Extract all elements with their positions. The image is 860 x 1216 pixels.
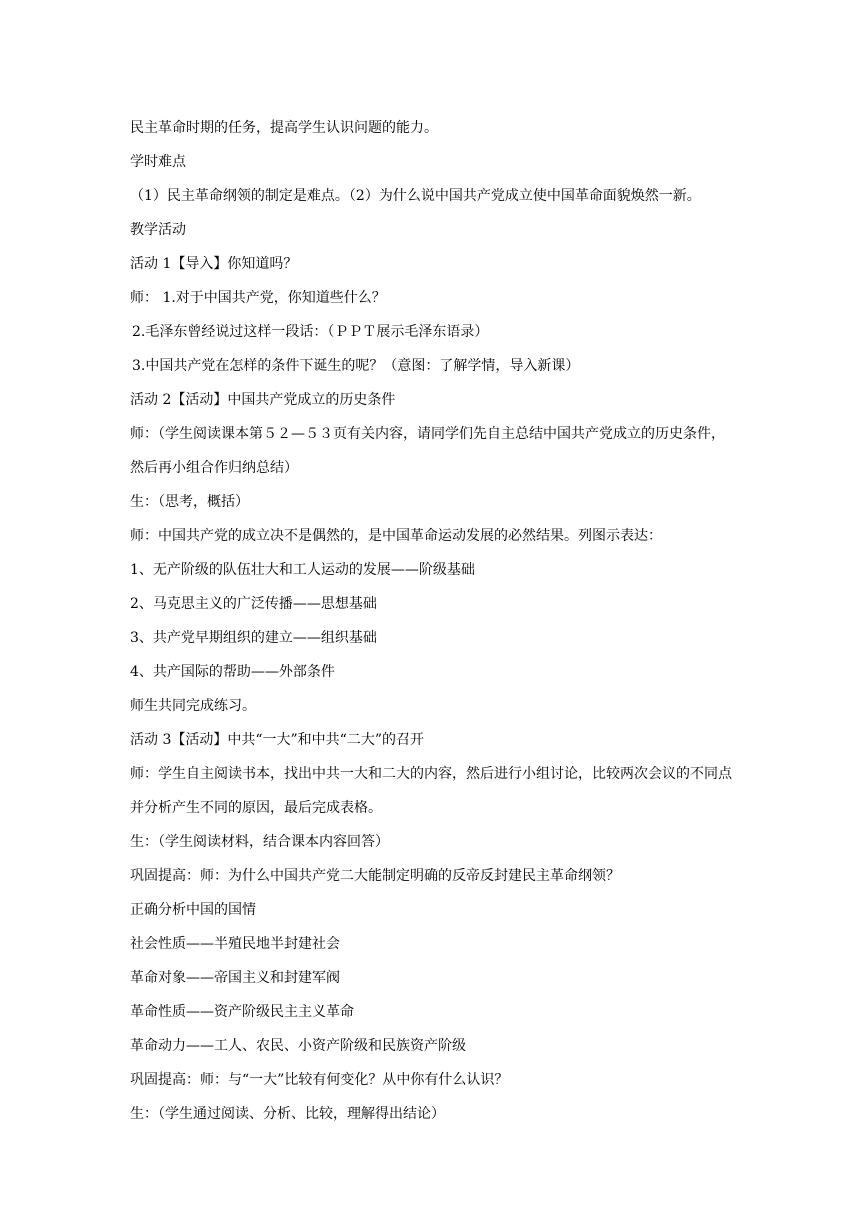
list-item: 2、马克思主义的广泛传播——思想基础: [130, 596, 377, 612]
text-line: 师生共同完成练习。: [130, 698, 256, 714]
list-item: 革命性质——资产阶级民主主义革命: [130, 1004, 354, 1020]
activity-heading: 活动 3【活动】中共“一大”和中共“二大”的召开: [130, 732, 424, 748]
list-item: 革命对象——帝国主义和封建军阀: [130, 970, 340, 986]
text-line: 2.毛泽东曾经说过这样一段话：（ＰＰＴ展示毛泽东语录）: [132, 324, 489, 340]
text-line: （1）民主革命纲领的制定是难点。（2）为什么说中国共产党成立使中国革命面貌焕然一新。: [130, 188, 701, 204]
text-paragraph: 师：（学生阅读课本第５２—５３页有关内容，请同学们先自主总结中国共产党成立的历史条件，然后再小组合作归纳总结）: [130, 426, 725, 476]
text-line: 师： 1.对于中国共产党，你知道些什么？: [130, 290, 386, 306]
list-item: 4、共产国际的帮助——外部条件: [130, 664, 335, 680]
document-body: [130, 111, 735, 1131]
activity-heading: 活动 2【活动】中国共产党成立的历史条件: [130, 392, 396, 408]
text-line: 巩固提高：师：为什么中国共产党二大能制定明确的反帝反封建民主革命纲领？: [130, 868, 620, 884]
text-line: 师：中国共产党的成立决不是偶然的，是中国革命运动发展的必然结果。列图示表达：: [130, 528, 662, 544]
text-line: 3.中国共产党在怎样的条件下诞生的呢？（意图：了解学情，导入新课）: [132, 358, 580, 374]
text-paragraph: 师：学生自主阅读书本，找出中共一大和二大的内容，然后进行小组讨论，比较两次会议的不同点并分析产生不同的原因，最后完成表格。: [130, 766, 732, 816]
text-line: 生：（思考，概括）: [130, 494, 249, 510]
text-line: 民主革命时期的任务，提高学生认识问题的能力。: [130, 120, 438, 136]
text-line: 正确分析中国的国情: [130, 902, 256, 918]
list-item: 社会性质——半殖民地半封建社会: [130, 936, 340, 952]
list-item: 1、无产阶级的队伍壮大和工人运动的发展——阶级基础: [130, 562, 475, 578]
text-line: 生：（学生阅读材料，结合课本内容回答）: [130, 834, 389, 850]
list-item: 3、共产党早期组织的建立——组织基础: [130, 630, 377, 646]
section-heading: 学时难点: [130, 154, 186, 170]
activity-heading: 活动 1【导入】你知道吗？: [130, 256, 298, 272]
section-heading: 教学活动: [130, 222, 186, 238]
list-item: 革命动力——工人、农民、小资产阶级和民族资产阶级: [130, 1038, 466, 1054]
text-line: 巩固提高：师：与“一大”比较有何变化？从中你有什么认识？: [130, 1072, 509, 1088]
text-line: 生：（学生通过阅读、分析、比较，理解得出结论）: [130, 1106, 445, 1122]
